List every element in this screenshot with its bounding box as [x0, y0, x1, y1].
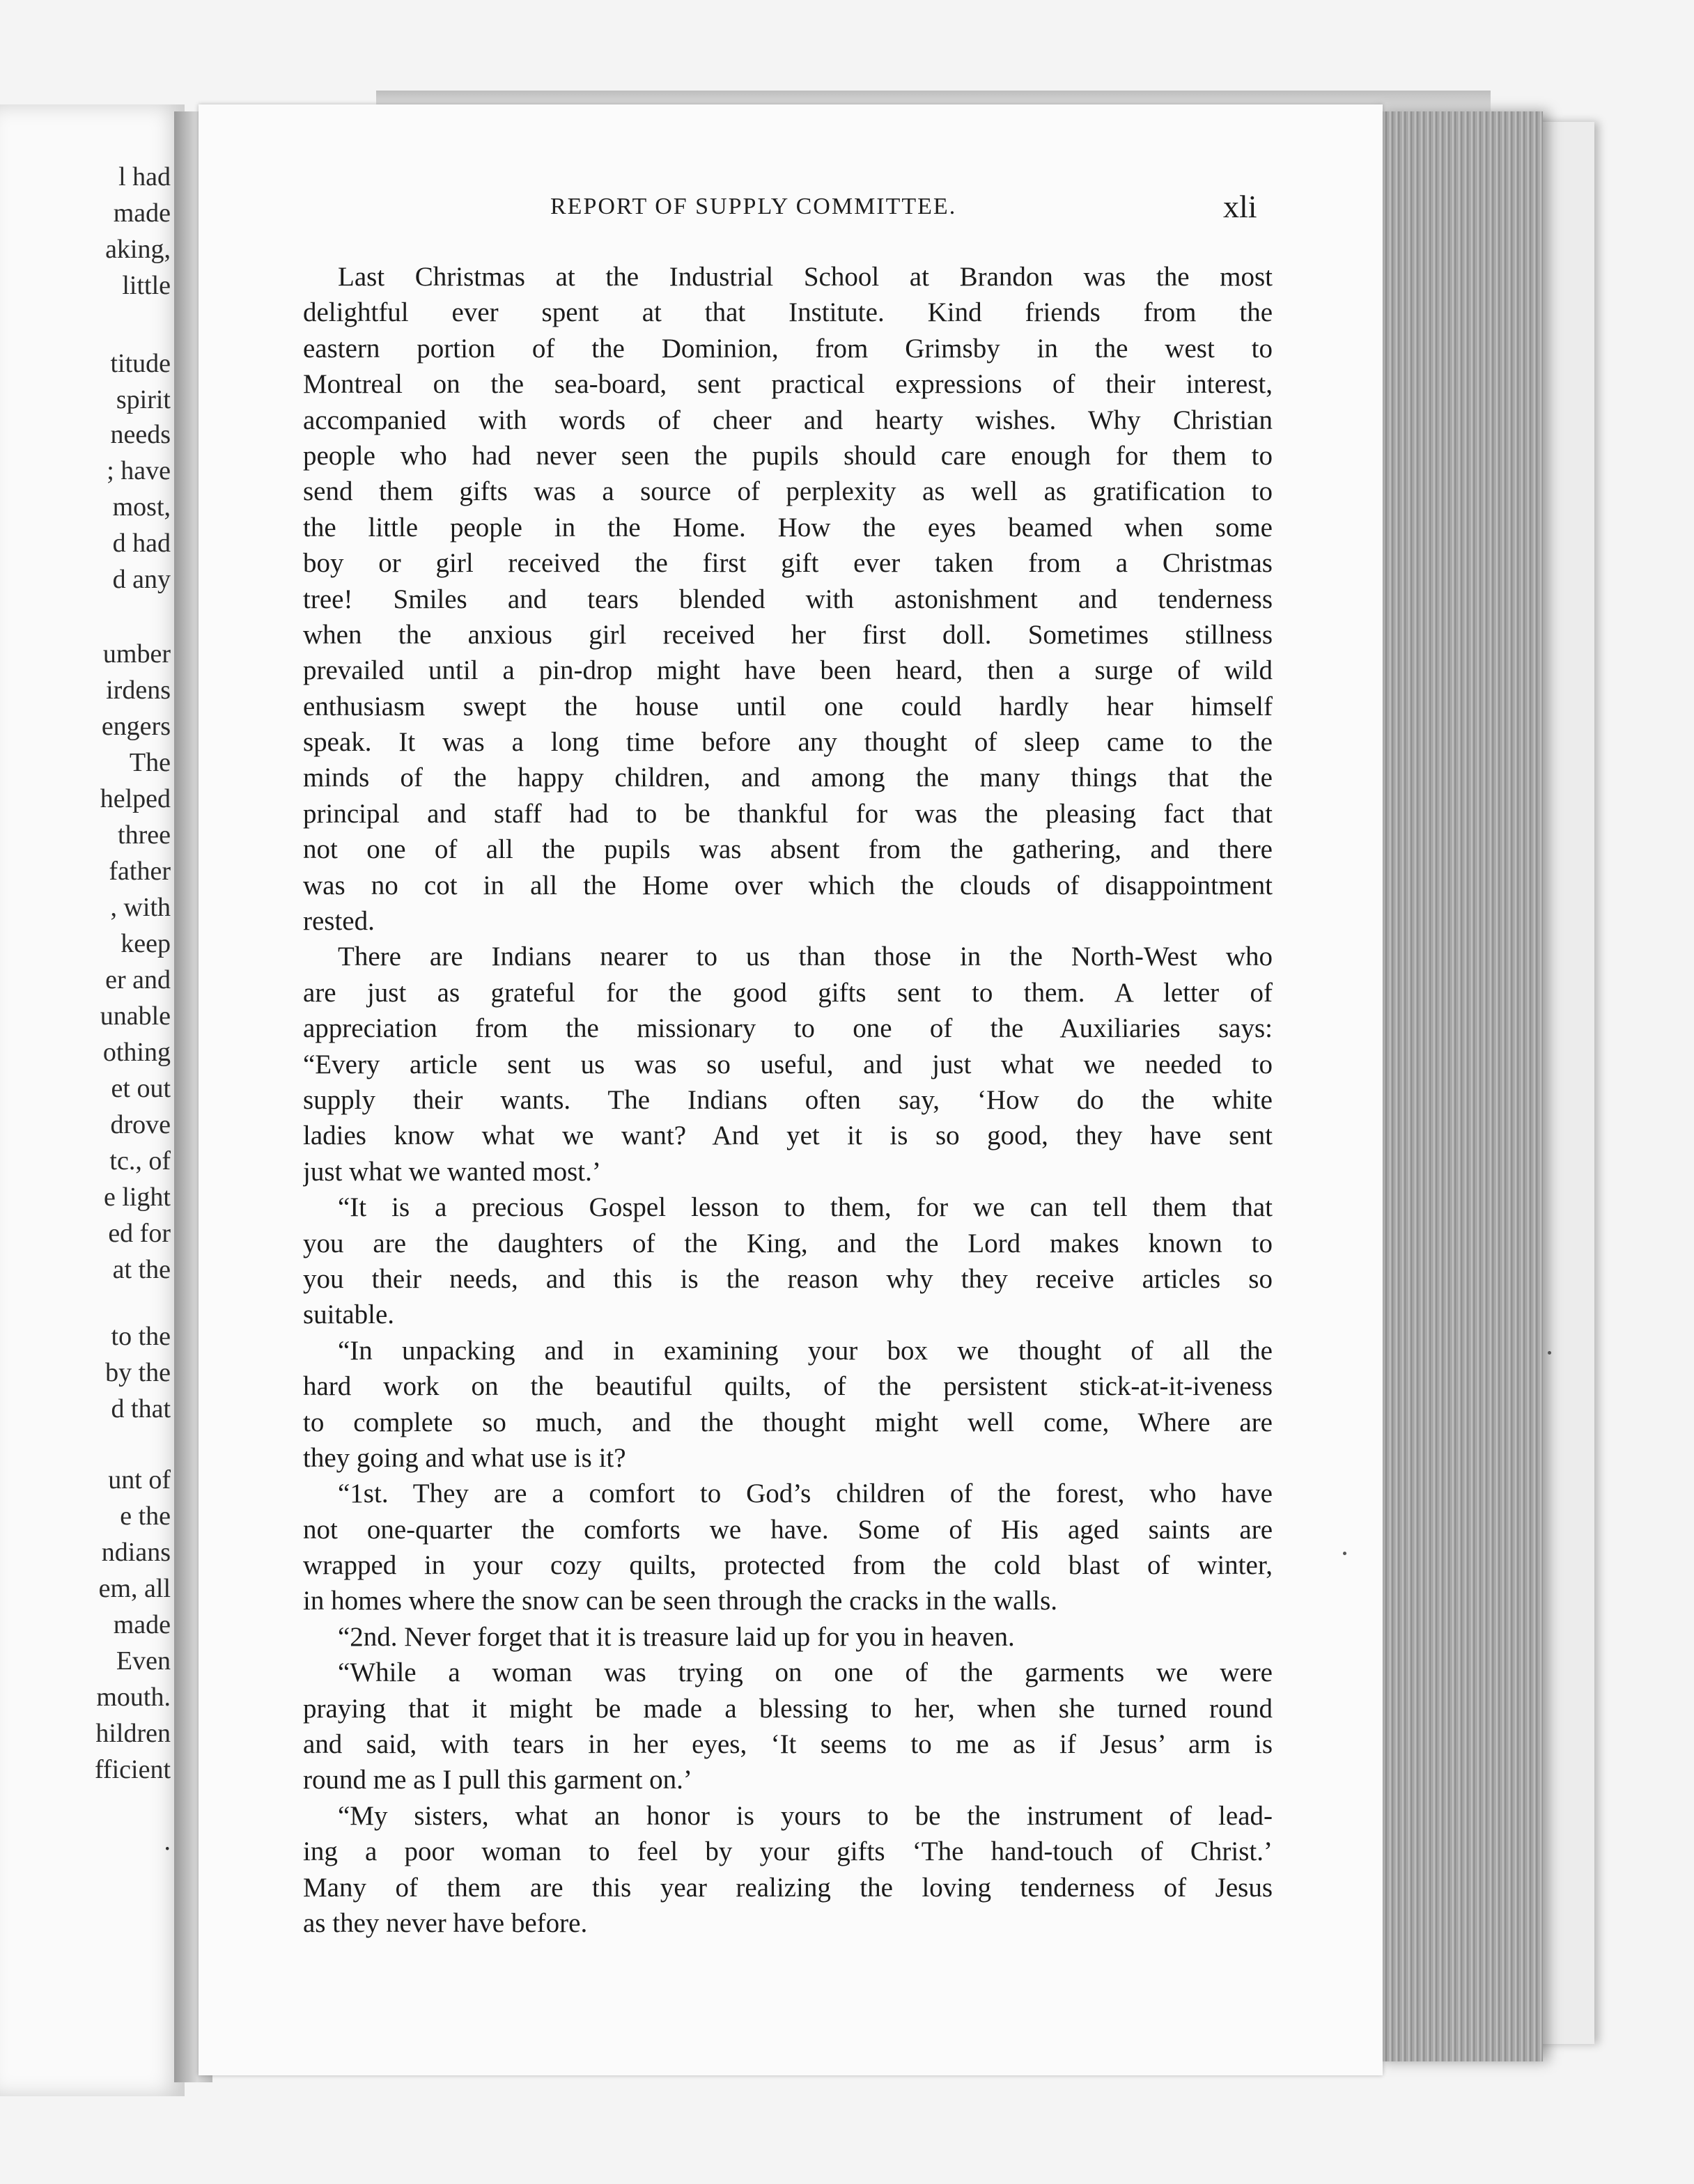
- text-line: supply their wants. The Indians often say, ‘How do the white: [303, 1084, 1273, 1115]
- left-page-fragment: keep: [121, 929, 171, 958]
- left-page-fragment: spirit: [116, 385, 171, 414]
- left-page-fragment: e the: [120, 1502, 171, 1531]
- left-page-fragment: d any: [112, 565, 171, 594]
- text-line: wrapped in your cozy quilts, protected from the cold blast of winter,: [303, 1550, 1273, 1581]
- left-page-fragment: tc., of: [109, 1146, 171, 1176]
- text-line: the little people in the Home. How the eyes beamed when some: [303, 512, 1273, 543]
- text-line: accompanied with words of cheer and hearty wishes. Why Christian: [303, 405, 1273, 435]
- text-line: minds of the happy children, and among the many things that the: [303, 763, 1273, 793]
- text-line: “2nd. Never forget that it is treasure laid up for you in heaven.: [338, 1621, 1015, 1652]
- left-page-fragment: umber: [102, 639, 171, 669]
- left-page-fragment: em, all: [98, 1574, 171, 1603]
- left-page-fragment: et out: [111, 1074, 171, 1103]
- left-page-fragment: made: [113, 198, 171, 228]
- left-page-fragment: othing: [102, 1038, 171, 1067]
- left-page-fragment: drove: [110, 1110, 171, 1139]
- left-page-fragment: , with: [110, 893, 171, 922]
- text-line: rested.: [303, 906, 375, 937]
- text-line: boy or girl received the first gift ever taken from a Christmas: [303, 548, 1273, 579]
- left-page-fragment: at the: [112, 1255, 171, 1284]
- text-line: are just as grateful for the good gifts sent to them. A letter of: [303, 977, 1273, 1008]
- left-page-fragment: mouth.: [96, 1683, 171, 1712]
- left-page-fragment: e light: [103, 1183, 171, 1212]
- left-page-fragment: engers: [101, 712, 171, 741]
- text-line: “While a woman was trying on one of the garments we were: [338, 1658, 1273, 1688]
- left-page-fragment: made: [113, 1610, 171, 1639]
- text-line: you their needs, and this is the reason why they receive articles so: [303, 1263, 1273, 1294]
- left-page-fragment: unable: [100, 1001, 171, 1031]
- left-page-fragment: er and: [105, 965, 171, 994]
- text-line: round me as I pull this garment on.’: [303, 1765, 692, 1795]
- text-line: eastern portion of the Dominion, from Grimsby in the west to: [303, 333, 1273, 364]
- left-page-fragment: d that: [111, 1394, 171, 1424]
- text-line: enthusiasm swept the house until one could hardly hear himself: [303, 691, 1273, 722]
- text-line: delightful ever spent at that Institute. Kind friends from the: [303, 297, 1273, 328]
- running-head: REPORT OF SUPPLY COMMITTEE.: [550, 194, 957, 219]
- left-page-fragment: to the: [111, 1322, 171, 1351]
- text-line: hard work on the beautiful quilts, of the persistent stick-at-it-iveness: [303, 1371, 1273, 1402]
- text-line: tree! Smiles and tears blended with astonishment and tenderness: [303, 584, 1273, 614]
- left-page-fragment: by the: [105, 1358, 171, 1387]
- text-line: to complete so much, and the thought might well come, Where are: [303, 1407, 1273, 1437]
- text-line: Montreal on the sea-board, sent practical expressions of their interest,: [303, 369, 1273, 400]
- left-page-fragment: helped: [100, 784, 171, 813]
- text-line: Many of them are this year realizing the loving tenderness of Jesus: [303, 1872, 1273, 1903]
- left-page-fragment: father: [109, 857, 171, 886]
- text-line: people who had never seen the pupils should care enough for them to: [303, 440, 1273, 471]
- left-page-fragment: unt of: [108, 1465, 171, 1495]
- left-page-fragment: needs: [110, 420, 171, 449]
- left-page-fragment: ; have: [107, 456, 171, 485]
- left-page-fragment: ndians: [101, 1538, 171, 1567]
- left-page-fragment: little: [122, 271, 171, 300]
- left-page-fragment: fficient: [94, 1755, 171, 1784]
- text-line: “My sisters, what an honor is yours to be the instrument of lead-: [338, 1800, 1273, 1831]
- text-line: not one of all the pupils was absent from the gathering, and there: [303, 834, 1273, 865]
- left-page-fragment: ed for: [108, 1219, 171, 1248]
- text-line: they going and what use is it?: [303, 1442, 626, 1473]
- page-number: xli: [1223, 189, 1257, 224]
- left-page-fragment: .: [164, 1827, 171, 1856]
- left-page: [0, 104, 185, 2096]
- text-line: suitable.: [303, 1300, 395, 1330]
- text-line: speak. It was a long time before any thought of sleep came to the: [303, 727, 1273, 758]
- text-line: just what we wanted most.’: [303, 1156, 601, 1187]
- text-line: in homes where the snow can be seen through the cracks in the walls.: [303, 1586, 1058, 1616]
- text-line: “It is a precious Gospel lesson to them, for we can tell them that: [338, 1192, 1273, 1223]
- left-page-fragment: Even: [116, 1646, 171, 1676]
- text-line: ladies know what we want? And yet it is so good, they have sent: [303, 1121, 1273, 1151]
- left-page-fragment: The: [129, 748, 171, 777]
- text-line: prevailed until a pin-drop might have been heard, then a surge of wild: [303, 655, 1273, 686]
- left-page-fragment: hildren: [95, 1719, 171, 1748]
- text-line: and said, with tears in her eyes, ‘It seems to me as if Jesus’ arm is: [303, 1729, 1273, 1760]
- text-line: send them gifts was a source of perplexity as well as gratification to: [303, 476, 1273, 507]
- text-line: not one-quarter the comforts we have. Some of His aged saints are: [303, 1514, 1273, 1545]
- text-line: as they never have before.: [303, 1908, 588, 1938]
- left-page-fragment: three: [118, 820, 171, 850]
- page-block-edge: [1376, 111, 1543, 2061]
- dust-speck: [1343, 1552, 1346, 1555]
- left-page-fragment: titude: [110, 349, 171, 378]
- text-line: Last Christmas at the Industrial School at Brandon was the most: [338, 262, 1273, 292]
- text-line: ing a poor woman to feel by your gifts ‘The hand-touch of Christ.’: [303, 1836, 1273, 1867]
- left-page-fragment: most,: [112, 492, 171, 522]
- text-line: when the anxious girl received her first doll. Sometimes stillness: [303, 619, 1273, 650]
- left-page-fragment: l had: [118, 162, 171, 192]
- body-text: [303, 259, 1273, 1941]
- text-line: you are the daughters of the King, and the Lord makes known to: [303, 1228, 1273, 1258]
- text-line: was no cot in all the Home over which the clouds of disappointment: [303, 870, 1273, 900]
- text-line: “1st. They are a comfort to God’s children of the forest, who have: [338, 1479, 1273, 1509]
- left-page-fragment: d had: [112, 529, 171, 558]
- text-line: “In unpacking and in examining your box we thought of all the: [338, 1335, 1273, 1366]
- text-line: principal and staff had to be thankful for was the pleasing fact that: [303, 798, 1273, 829]
- left-page-fragment: irdens: [106, 676, 171, 705]
- text-line: praying that it might be made a blessing to her, when she turned round: [303, 1693, 1273, 1724]
- dust-speck: [1548, 1351, 1551, 1355]
- left-page-fragment: aking,: [105, 235, 171, 264]
- text-line: There are Indians nearer to us than those in the North-West who: [338, 942, 1273, 972]
- text-line: appreciation from the missionary to one of the Auxiliaries says:: [303, 1013, 1273, 1044]
- text-line: “Every article sent us was so useful, and just what we needed to: [303, 1049, 1273, 1079]
